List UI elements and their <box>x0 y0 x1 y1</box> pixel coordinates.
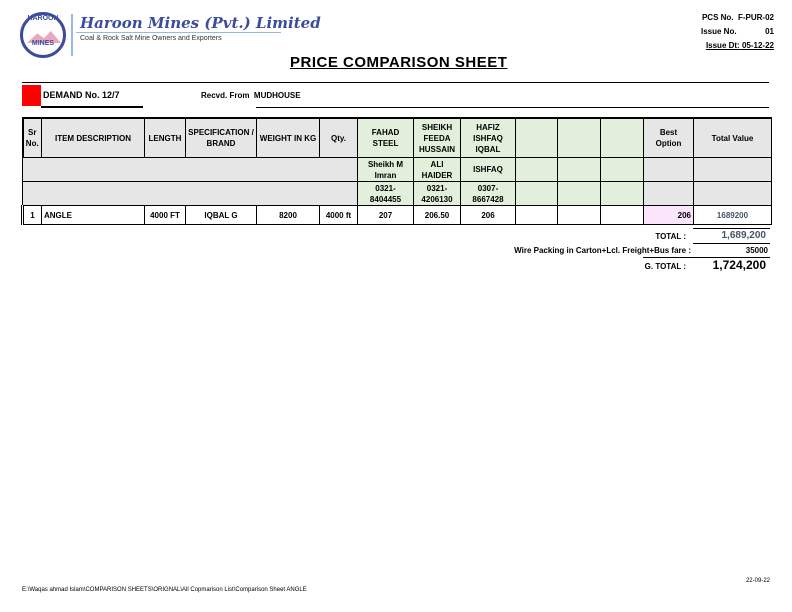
pcs-no <box>702 13 774 22</box>
empty-cell <box>516 206 558 225</box>
header-item: ITEM DESCRIPTION <box>42 118 145 158</box>
divider <box>22 82 769 83</box>
empty-supplier <box>516 118 558 158</box>
logo-divider <box>71 14 73 56</box>
header-row <box>23 118 772 158</box>
total-rule <box>693 228 770 229</box>
page-title: PRICE COMPARISON SHEET <box>290 54 508 71</box>
recvd-underline <box>256 107 769 108</box>
issue-no <box>701 27 774 36</box>
extra-label: Wire Packing in Carton+Lcl. Freight+Bus fare : <box>514 246 691 255</box>
supplier-name: HAFIZ ISHFAQ IQBAL <box>461 118 516 158</box>
empty-cell <box>558 206 601 225</box>
total-value: 1,689,200 <box>721 230 766 241</box>
header-total: Total Value <box>694 118 772 158</box>
table-row <box>23 206 772 225</box>
logo-top-text: HAROON <box>27 15 59 22</box>
company-tagline: Coal & Rock Salt Mine Owners and Exporters <box>80 35 222 42</box>
gtotal-value: 1,724,200 <box>712 258 766 272</box>
issue-dt-label: Issue Dt: <box>705 41 740 50</box>
header-spec: SPECIFICATION / BRAND <box>186 118 257 158</box>
empty-cell <box>516 158 558 182</box>
footer-date: 22-09-22 <box>745 578 770 584</box>
supplier-phone: 0321-4206130 <box>414 182 461 206</box>
supplier-name: SHEIKH FEEDA HUSSAIN <box>414 118 461 158</box>
empty-cell <box>516 182 558 206</box>
header-weight: WEIGHT IN KG <box>257 118 320 158</box>
cell-best: 206 <box>644 206 694 225</box>
empty-cell <box>601 158 644 182</box>
supplier-contact: ALI HAIDER <box>414 158 461 182</box>
issue-dt-value: 05-12-22 <box>741 41 774 50</box>
empty-cell <box>644 158 694 182</box>
red-marker <box>22 85 41 106</box>
empty-cell <box>644 182 694 206</box>
empty-cell <box>601 182 644 206</box>
empty-supplier <box>558 118 601 158</box>
comparison-table <box>21 117 772 225</box>
cell-price: 207 <box>358 206 414 225</box>
cell-qty: 4000 ft <box>320 206 358 225</box>
demand-underline <box>41 106 143 108</box>
company-name: Haroon Mines (Pvt.) Limited <box>80 14 321 32</box>
cell-total: 1689200 <box>694 206 772 225</box>
supplier-name: FAHAD STEEL <box>358 118 414 158</box>
total-rule <box>693 243 770 244</box>
demand-number: DEMAND No. 12/7 <box>43 90 120 100</box>
issue-label: Issue No. <box>701 27 737 36</box>
header-length: LENGTH <box>145 118 186 158</box>
pcs-label: PCS No. <box>701 13 734 22</box>
recvd-value: MUDHOUSE <box>253 91 301 100</box>
supplier-phone: 0307-8667428 <box>461 182 516 206</box>
footer-file-path: E:\Waqas ahmad Islam\COMPARISON SHEETS\ORIGNAL\All Copmarison List\Comparison Sheet ANGLE <box>22 587 307 593</box>
blank-cell <box>23 158 358 182</box>
cell-price: 206 <box>461 206 516 225</box>
empty-cell <box>601 206 644 225</box>
header-qty: Qty. <box>320 118 358 158</box>
recvd-label: Recvd. From <box>201 91 250 100</box>
company-divider <box>76 32 281 33</box>
empty-cell <box>558 158 601 182</box>
logo-bottom-text: MINES <box>31 40 55 47</box>
cell-weight: 8200 <box>257 206 320 225</box>
issue-value: 01 <box>765 27 774 36</box>
phone-row <box>23 182 772 206</box>
cell-item: ANGLE <box>42 206 145 225</box>
received-from <box>201 91 301 100</box>
empty-cell <box>694 158 772 182</box>
gtotal-label: G. TOTAL : <box>644 262 686 271</box>
empty-cell <box>694 182 772 206</box>
cell-price: 206.50 <box>414 206 461 225</box>
empty-supplier <box>601 118 644 158</box>
cell-spec: IQBAL G <box>186 206 257 225</box>
cell-length: 4000 FT <box>145 206 186 225</box>
extra-value: 35000 <box>745 246 768 255</box>
supplier-phone: 0321-8404455 <box>358 182 414 206</box>
total-label: TOTAL : <box>655 232 686 241</box>
contact-row <box>23 158 772 182</box>
cell-sr: 1 <box>23 206 42 225</box>
pcs-value: F-PUR-02 <box>737 13 774 22</box>
supplier-contact: Sheikh M Imran <box>358 158 414 182</box>
empty-cell <box>558 182 601 206</box>
header-sr: Sr No. <box>23 118 42 158</box>
blank-cell <box>23 182 358 206</box>
issue-date <box>706 41 774 50</box>
supplier-contact: ISHFAQ <box>461 158 516 182</box>
header-best: Best Option <box>644 118 694 158</box>
